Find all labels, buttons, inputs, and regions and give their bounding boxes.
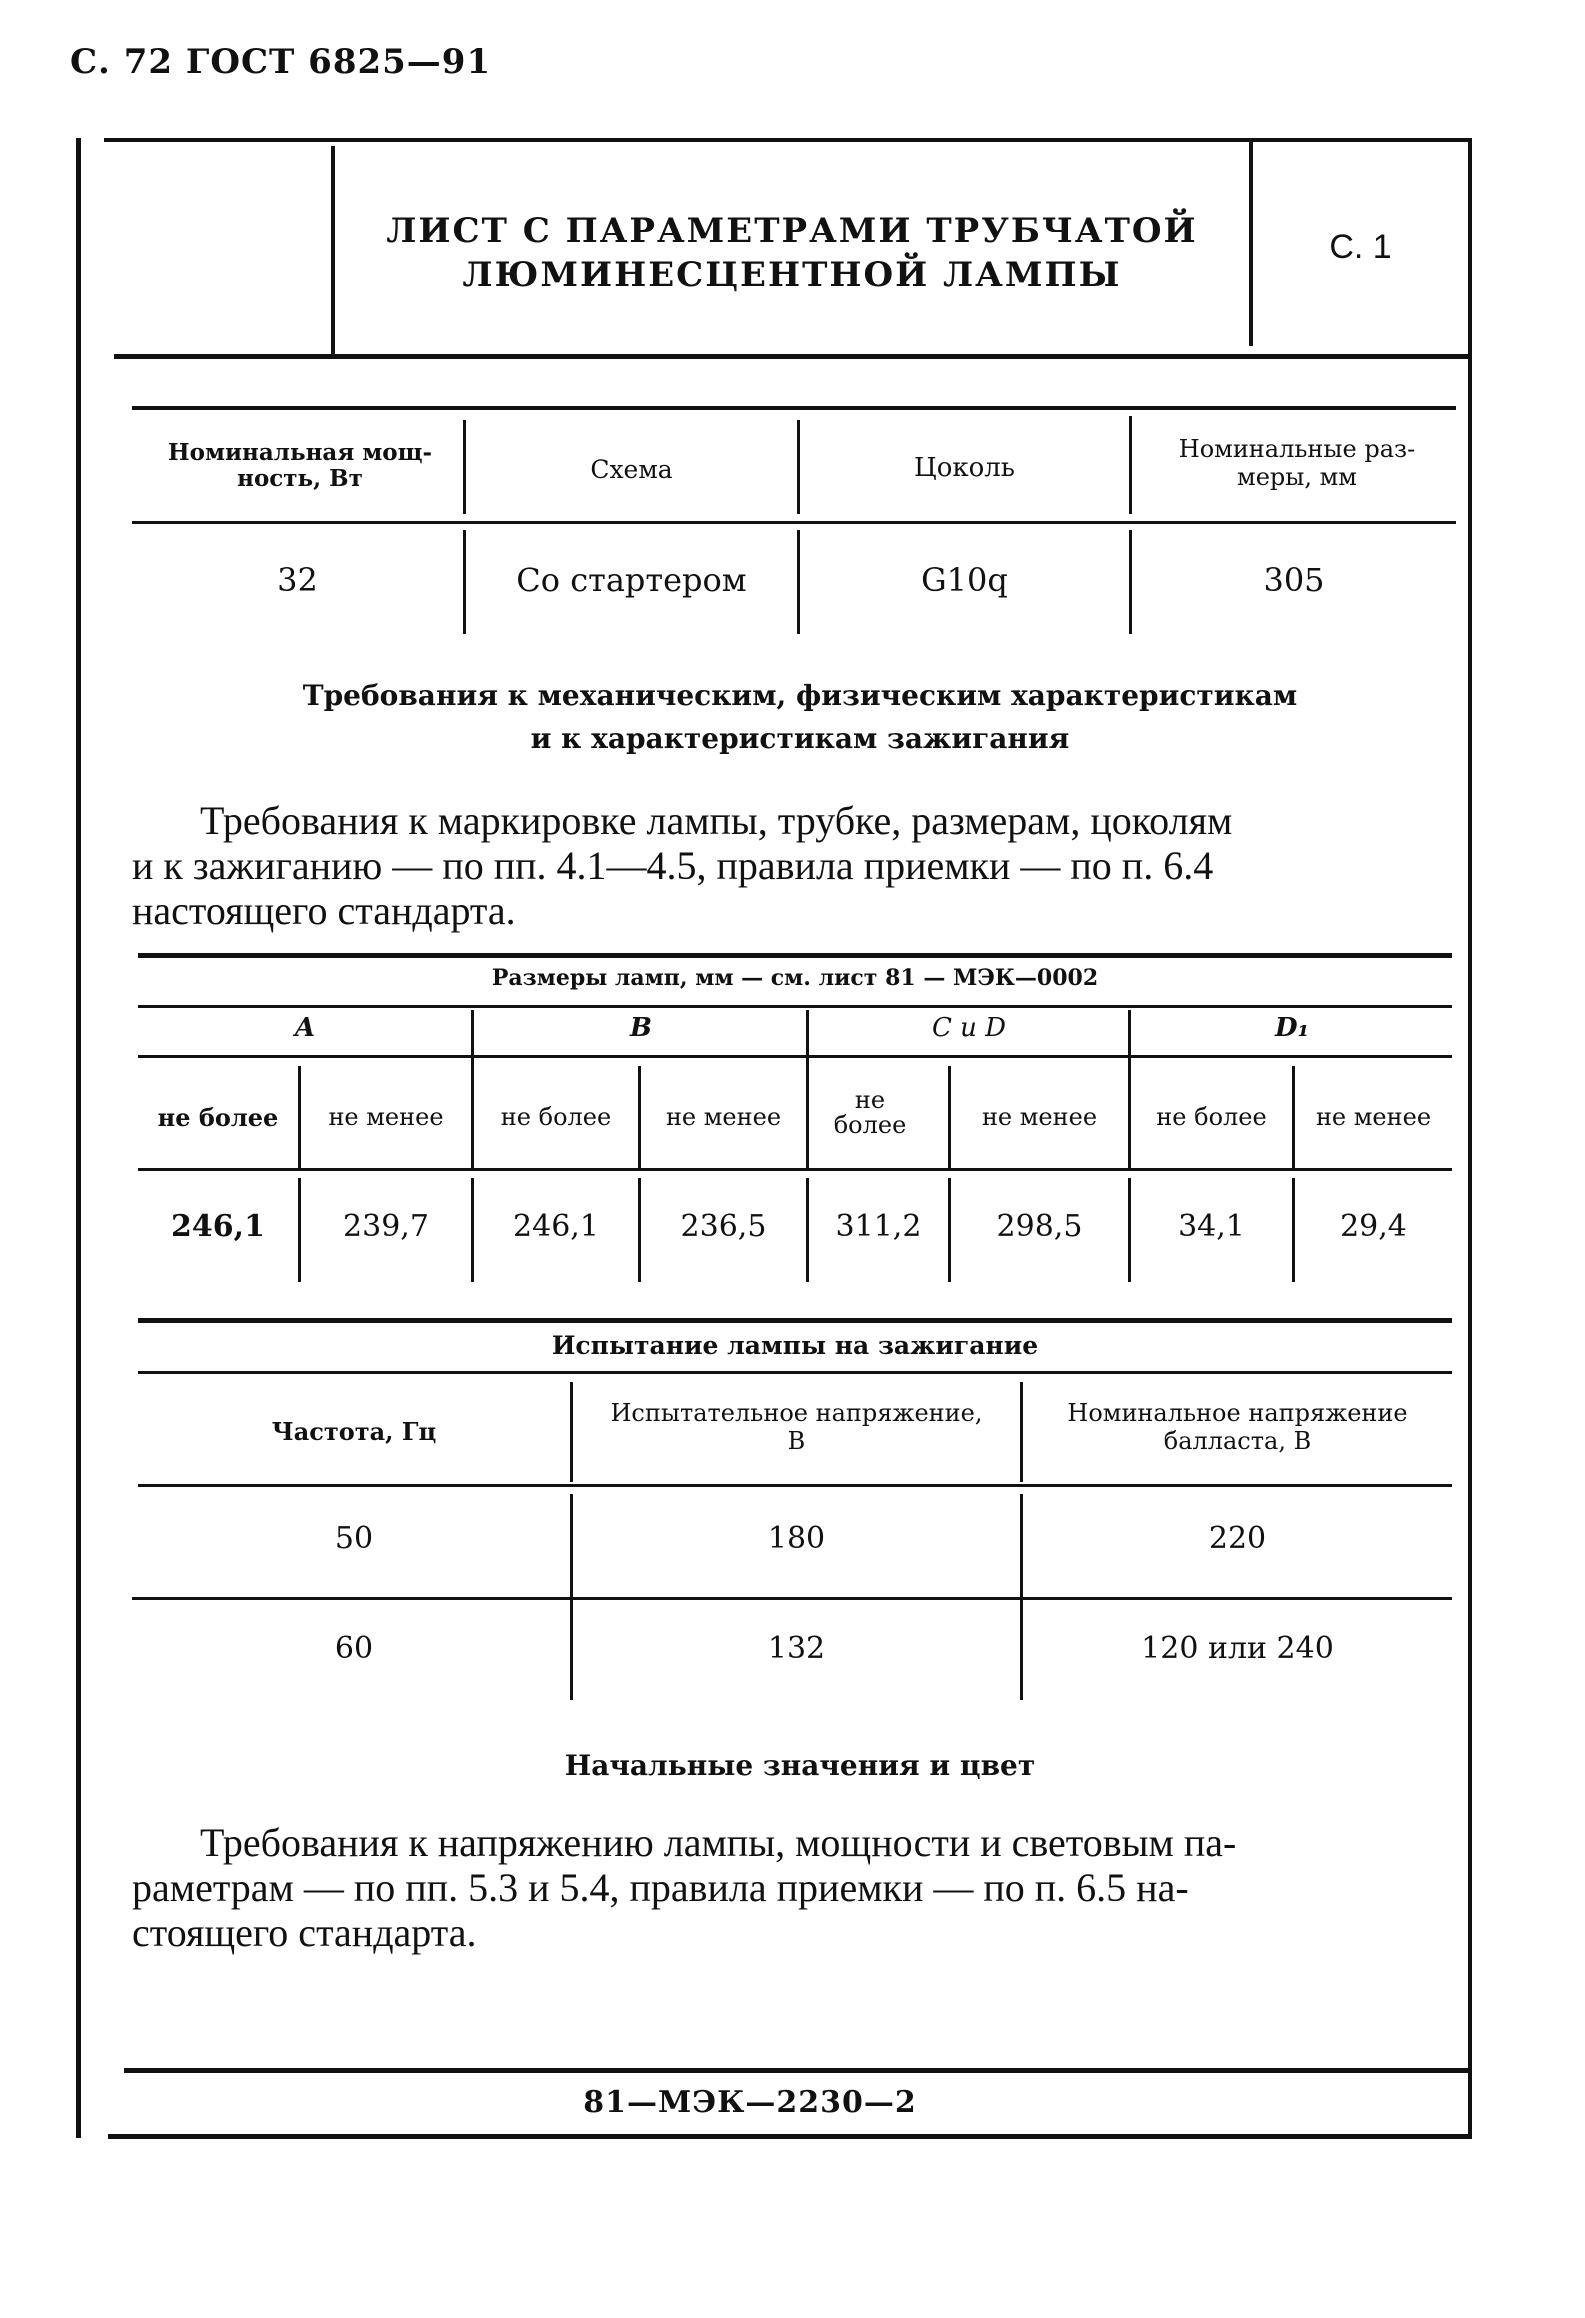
params-cell-base: G10q — [921, 561, 1008, 599]
params-header-power-l1: Номинальная мощ- — [167, 439, 433, 466]
dims-sub-d1-max: не более — [1156, 1103, 1267, 1131]
ignition-caption: Испытание лампы на зажигание — [551, 1331, 1039, 1360]
params-cell-dims: 305 — [1263, 561, 1325, 599]
dims-val-cd-max: 311,2 — [835, 1209, 922, 1244]
ignition-row1-ballast: 220 — [1208, 1521, 1267, 1556]
params-header-scheme: Схема — [590, 455, 673, 484]
params-header-base: Цоколь — [914, 453, 1015, 483]
ignition-row2-ballast: 120 или 240 — [1141, 1631, 1334, 1666]
section1-heading-1: Требования к механическим, физическим характеристикам — [302, 679, 1298, 712]
page-ref: С. 1 — [1329, 228, 1392, 266]
params-header-dims-l1: Номинальные раз- — [1178, 435, 1416, 463]
dims-val-a-max: 246,1 — [171, 1209, 265, 1244]
dims-gdiv-2 — [806, 1010, 809, 1066]
section2-para-line-3: стоящего стандарта. — [132, 1910, 477, 1955]
ignition-top-rule — [138, 1318, 1452, 1323]
ignition-row2-test: 132 — [767, 1631, 826, 1666]
title-bottom-rule — [114, 354, 1468, 359]
dims-sub-rule — [138, 1168, 1452, 1171]
dims-group-b: B — [630, 1013, 652, 1043]
params-header-power-l2: ность, Вт — [237, 465, 363, 493]
ignition-header-ballast-l2: балласта, В — [1163, 1426, 1312, 1455]
ignition-header-ballast — [1023, 1400, 1452, 1455]
footer-rule — [124, 2068, 1472, 2073]
section2-heading: Начальные значения и цвет — [564, 1749, 1036, 1782]
ignition-header-rule — [138, 1484, 1452, 1487]
title-line-2: ЛЮМИНЕСЦЕНТНОЙ ЛАМПЫ — [462, 255, 1122, 295]
ignition-header-ballast-l1: Номинальное напряжение — [1067, 1399, 1408, 1427]
section1-para-line-1: Требования к маркировке лампы, трубке, размерам, цоколям — [200, 798, 1233, 843]
section1-para-line-3: настоящего стандарта. — [132, 888, 516, 933]
dims-div-4 — [806, 1066, 809, 1170]
dims-sub-cd-max: не более — [833, 1086, 907, 1140]
section2-para-line-1: Требования к напряжению лампы, мощности и световым па- — [200, 1820, 1237, 1865]
frame-right — [1468, 138, 1472, 2138]
dims-val-a-min: 239,7 — [343, 1209, 429, 1244]
ignition-row2-freq: 60 — [334, 1631, 374, 1666]
dims-val-d1-max: 34,1 — [1178, 1209, 1245, 1244]
dims-sub-a-max: не более — [157, 1103, 279, 1132]
params-cell-scheme: Со стартером — [516, 561, 747, 599]
dims-group-rule — [138, 1055, 1452, 1058]
dims-sub-a-min: не менее — [328, 1103, 444, 1131]
ignition-header-test-voltage — [573, 1400, 1020, 1455]
ignition-header-freq: Частота, Гц — [271, 1417, 437, 1446]
ignition-header-test-voltage-l1: Испытательное напряжение, — [610, 1399, 983, 1427]
ignition-row1-freq: 50 — [334, 1521, 374, 1556]
title-line-1: ЛИСТ С ПАРАМЕТРАМИ ТРУБЧАТОЙ — [386, 211, 1198, 251]
dims-group-d1: D₁ — [1275, 1013, 1309, 1043]
dims-gdiv-3 — [1128, 1010, 1131, 1066]
dims-val-b-max: 246,1 — [513, 1209, 599, 1244]
dims-top-rule — [138, 953, 1452, 958]
ignition-row-rule — [132, 1597, 1452, 1600]
dims-val-d1-min: 29,4 — [1340, 1209, 1407, 1244]
page-header: С. 72 ГОСТ 6825—91 — [70, 42, 492, 82]
dims-sub-d1-min: не менее — [1315, 1103, 1432, 1131]
dims-val-b-min: 236,5 — [680, 1209, 767, 1244]
ignition-row1-test: 180 — [767, 1521, 826, 1556]
dims-gdiv-1 — [471, 1010, 474, 1066]
frame-left — [76, 138, 81, 2138]
ignition-header-test-voltage-l2: В — [787, 1426, 806, 1455]
frame-bottom — [108, 2134, 1472, 2139]
dims-val-cd-min: 298,5 — [996, 1209, 1083, 1244]
section1-para-line-2: и к зажиганию — по пп. 4.1—4.5, правила приемки — по п. 6.4 — [132, 843, 1214, 888]
params-top-rule — [132, 406, 1456, 410]
dims-caption: Размеры ламп, мм — см. лист 81 — МЭК—0002 — [491, 965, 1099, 991]
ignition-caption-rule — [138, 1371, 1452, 1374]
dims-sub-b-max: не более — [500, 1103, 612, 1131]
dims-caption-rule — [138, 1005, 1452, 1008]
params-header-dims — [1132, 436, 1462, 491]
footer-code: 81—МЭК—2230—2 — [583, 2085, 917, 2120]
dims-sub-b-min: не менее — [665, 1103, 782, 1131]
params-cell-power: 32 — [277, 561, 318, 599]
frame-top — [104, 138, 1472, 142]
dims-group-a: A — [294, 1013, 316, 1043]
section1-heading-2: и к характеристикам зажигания — [530, 722, 1070, 755]
params-header-dims-l2: меры, мм — [1237, 462, 1357, 491]
dims-group-cd: C и D — [931, 1013, 1006, 1043]
params-header-rule — [132, 521, 1456, 524]
params-header-power — [140, 440, 460, 493]
dims-sub-cd-min: не менее — [981, 1103, 1098, 1131]
section2-para-line-2: раметрам — по пп. 5.3 и 5.4, правила приемки — по п. 6.5 на- — [132, 1865, 1189, 1910]
